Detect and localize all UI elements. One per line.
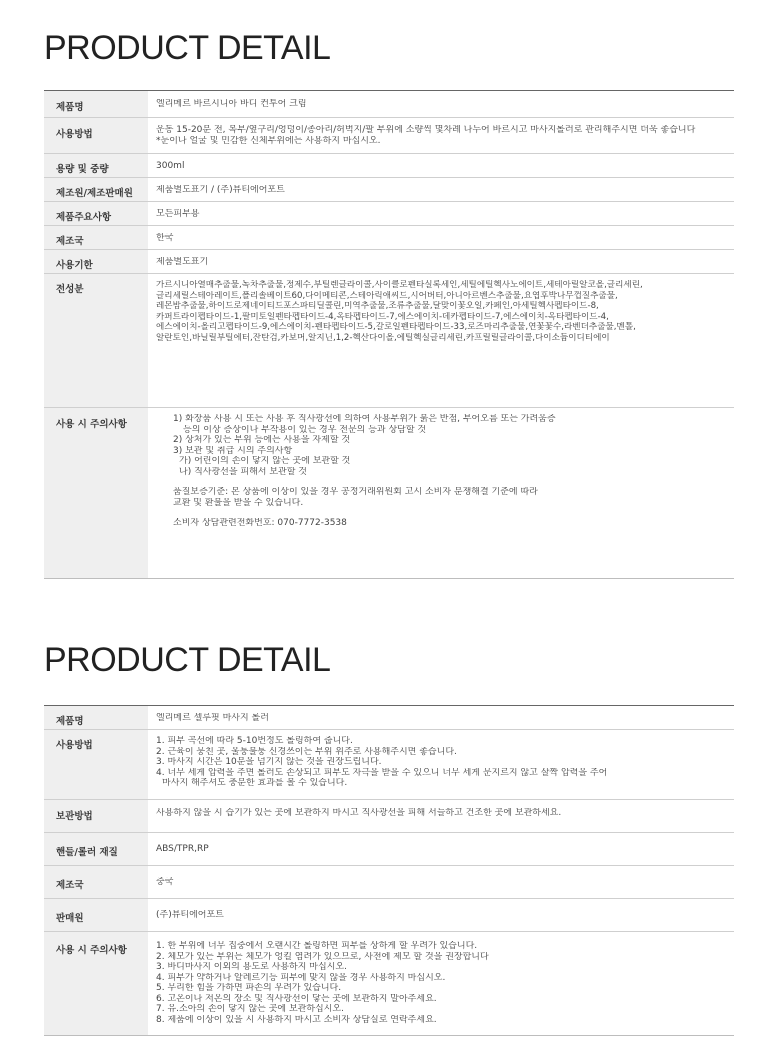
text-line: 모든피부용 — [156, 209, 200, 219]
text-line: 엘리메르 바르시니아 바디 컨투어 크림 — [156, 99, 307, 109]
text-line: *눈이나 얼굴 및 민감한 신체부위에는 사용하지 마십시오. — [156, 135, 381, 146]
text-line: 제품별도표기 / (주)뷰티에어포트 — [156, 185, 285, 195]
row-volume — [44, 154, 734, 178]
text-line: 2. 체모가 있는 부위는 체모가 엉킬 염려가 있으므로, 사전에 제모 할 것을 권장합니다 — [156, 951, 489, 962]
text-line: 6. 고온이나 저온의 장소 및 직사광선이 닿는 곳에 보관하지 말아주세요. — [156, 993, 437, 1004]
row-value — [148, 91, 734, 118]
text-line: 사용하지 않을 시 습기가 있는 곳에 보관하지 마시고 직사광선을 피해 서늘하고 건조한 곳에 보관하세요. — [156, 808, 562, 818]
row-value — [148, 706, 734, 730]
text-line: 가) 어린이의 손이 닿지 않는 곳에 보관할 것 — [179, 456, 351, 466]
row-value — [148, 118, 734, 154]
text-line: 레몬밤추출물,하이드로제네이티드포스파티딜콜린,미역추출물,조류추출물,달맞이꽃오일,카페인,아세틸헥사펩타이드-8, — [156, 301, 599, 311]
text-line: 글리세릴스테아레이트,폴리솔베이트60,다이메티콘,스테아릭애씨드,시어버터,아니아르벤스추출물,요엽후박나무껍질추출물, — [156, 290, 618, 301]
row-value — [148, 833, 734, 866]
row-label: 제조원/제조판매원 — [44, 178, 148, 202]
text-line: 마사지 해주셔도 충분한 효과를 볼 수 있습니다. — [162, 778, 348, 788]
row-usage — [44, 118, 734, 154]
row-value — [148, 866, 734, 899]
text-line: 소비자 상담관련전화번호: 070-7772-3538 — [173, 518, 347, 528]
product-detail-section-2 — [44, 640, 734, 1036]
text-line: 제품별도표기 — [156, 257, 209, 267]
text-line: 나) 직사광선을 피해서 보관할 것 — [179, 466, 307, 477]
row-caution — [44, 932, 734, 1036]
text-line: 1) 화장품 사용 시 또는 사용 후 직사광선에 의하여 사용부위가 붉은 반점, 부어오름 또는 가려움증 — [173, 414, 556, 424]
row-expiry — [44, 250, 734, 274]
spec-table — [44, 705, 734, 1036]
text-line: 3. 마사지 시간은 10분을 넘기지 않는 것을 권장드립니다. — [156, 757, 382, 767]
row-label: 사용 시 주의사항 — [44, 932, 148, 1036]
text-line: 품질보증기준: 본 상품에 이상이 있을 경우 공정거래위원회 고시 소비자 분쟁해결 기준에 따라 — [173, 487, 538, 497]
text-line: 1. 피부 곡선에 따라 5-10번정도 롤링하여 줍니다. — [156, 736, 353, 746]
row-label: 판매원 — [44, 899, 148, 932]
row-material — [44, 833, 734, 866]
row-product-name — [44, 91, 734, 118]
row-seller — [44, 899, 734, 932]
text-line: 중국 — [156, 877, 174, 887]
text-line: 등의 이상 증상이나 부작용이 있는 경우 전문의 등과 상담할 것 — [183, 424, 427, 435]
row-value — [148, 899, 734, 932]
row-value — [148, 226, 734, 250]
text-line: 교환 및 환불을 받을 수 있습니다. — [173, 497, 304, 508]
text-line: 300ml — [156, 161, 185, 171]
text-line: 2. 근육이 뭉친 곳, 울퉁불퉁 신경쓰이는 부위 위주로 사용해주시면 좋습니다. — [156, 746, 457, 757]
row-usage — [44, 730, 734, 800]
text-line: 에스에이치-올리고펩타이드-9,에스에이치-펜타펩타이드-5,갈로일펜타펩타이드-33,로즈마리추출물,연꽃꽃수,라벤더추출물,멘톨, — [156, 322, 636, 332]
text-line: 3. 바디마사지 이외의 용도로 사용하지 마십시오. — [156, 962, 347, 972]
text-line: 8. 제품에 이상이 있을 시 사용하지 마시고 소비자 상담실로 연락주세요. — [156, 1014, 437, 1025]
row-label: 제품명 — [44, 91, 148, 118]
text-line: (주)뷰티에어포트 — [156, 910, 224, 920]
row-value — [148, 178, 734, 202]
text-line: 3) 보관 및 취급 시의 주의사항 — [173, 445, 293, 456]
row-label: 전성분 — [44, 274, 148, 408]
row-label: 사용 시 주의사항 — [44, 408, 148, 579]
text-line: 4. 너무 세게 압력을 주면 롤러도 손상되고 피부도 자극을 받을 수 있으니 너무 세게 문지르지 않고 살짝 압력을 주어 — [156, 767, 608, 778]
row-label: 제조국 — [44, 226, 148, 250]
row-value — [148, 274, 734, 408]
row-value — [148, 250, 734, 274]
row-manufacturer — [44, 178, 734, 202]
text-line: 엘리메르 셀루핏 마사지 롤러 — [156, 713, 269, 723]
text-line: 4. 피부가 약하거나 알레르기등 피부에 맞지 않을 경우 사용하지 마십시오. — [156, 972, 446, 983]
row-label: 제품주요사항 — [44, 202, 148, 226]
row-label: 사용방법 — [44, 730, 148, 800]
row-caution — [44, 408, 734, 579]
row-label: 용량 및 중량 — [44, 154, 148, 178]
text-line: 운동 15-20분 전, 복부/옆구리/엉덩이/종아리/허벅지/팔 부위에 소량씩 몇차례 나누어 바르시고 마사지롤러로 관리해주시면 더욱 좋습니다 — [156, 125, 696, 135]
text-line: 1. 한 부위에 너무 집중에서 오랜시간 롤링하면 피부를 상하게 할 우려가 있습니다. — [156, 941, 478, 951]
row-value — [148, 154, 734, 178]
text-line: 한국 — [156, 233, 174, 243]
row-storage — [44, 800, 734, 833]
product-detail-section-1 — [44, 28, 734, 579]
text-line: 가르시니아열매추출물,녹차추출물,정제수,부틸렌글라이콜,사이클로펜타실록세인,세틸에틸헥사노에이트,세테아릴알코올,글리세린, — [156, 280, 643, 290]
row-value — [148, 932, 734, 1036]
row-product-name — [44, 706, 734, 730]
row-value — [148, 202, 734, 226]
row-label: 사용방법 — [44, 118, 148, 154]
row-label: 제품명 — [44, 706, 148, 730]
row-country — [44, 226, 734, 250]
row-label: 핸들/롤러 재질 — [44, 833, 148, 866]
text-line: 알란토인,바닐릴부틸에터,잔탄검,카보머,알지닌,1,2-헥산다이올,에틸헥실글리세린,카프릴릴글라이콜,다이소듐이디티에이 — [156, 332, 610, 343]
row-value — [148, 408, 734, 579]
row-country — [44, 866, 734, 899]
section-title: PRODUCT DETAIL — [44, 641, 331, 679]
text-line: 카퍼트라이펩타이드-1,팔미토일펜타펩타이드-4,옥타펩타이드-7,에스에이치-데카펩타이드-7,에스에이치-옥타펩타이드-4, — [156, 311, 609, 322]
spec-table — [44, 90, 734, 579]
section-title: PRODUCT DETAIL — [44, 29, 331, 67]
row-product-notes — [44, 202, 734, 226]
row-value — [148, 730, 734, 800]
row-value — [148, 800, 734, 833]
text-line: 5. 무리한 힘을 가하면 파손의 우려가 있습니다. — [156, 983, 342, 993]
text-line: 7. 유.소아의 손이 닿지 않는 곳에 보관하십시오. — [156, 1004, 344, 1014]
row-ingredients — [44, 274, 734, 408]
row-label: 사용기한 — [44, 250, 148, 274]
text-line: 2) 상처가 있는 부위 등에는 사용을 자제할 것 — [173, 435, 351, 445]
row-label: 보관방법 — [44, 800, 148, 833]
row-label: 제조국 — [44, 866, 148, 899]
text-line: ABS/TPR,RP — [156, 844, 209, 854]
